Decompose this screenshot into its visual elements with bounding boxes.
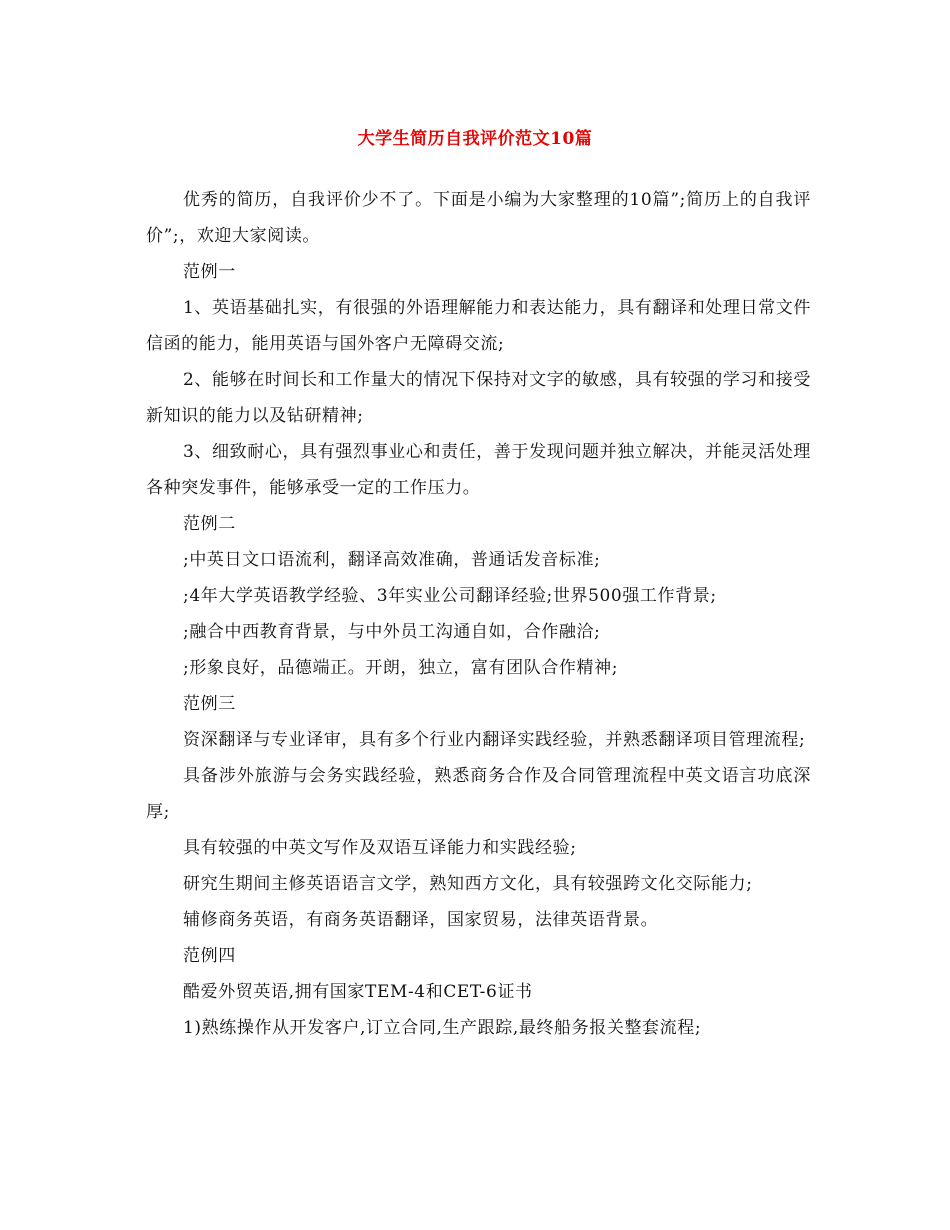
paragraph: 具有较强的中英文写作及双语互译能力和实践经验; [183,838,577,858]
paragraph: 酷爱外贸英语,拥有国家TEM-4和CET-6证书 [183,982,533,1002]
section-heading-example-2: 范例二 [183,514,236,534]
paragraph: 研究生期间主修英语语言文学，熟知西方文化，具有较强跨文化交际能力; [183,874,753,894]
section-heading-example-4: 范例四 [183,946,236,966]
document-body [146,182,811,1046]
paragraph: 具备涉外旅游与会务实践经验，熟悉商务合作及合同管理流程中英文语言功底深厚; [146,766,811,822]
paragraph: 1、英语基础扎实，有很强的外语理解能力和表达能力，具有翻译和处理日常文件信函的能力，能用英语与国外客户无障碍交流; [146,298,811,354]
paragraph: 3、细致耐心，具有强烈事业心和责任，善于发现问题并独立解决，并能灵活处理各种突发事件，能够承受一定的工作压力。 [146,442,811,498]
section-heading-example-1: 范例一 [183,262,236,282]
paragraph: ;中英日文口语流利，翻译高效准确，普通话发音标准; [183,550,601,570]
paragraph: 1)熟练操作从开发客户,订立合同,生产跟踪,最终船务报关整套流程; [183,1018,702,1038]
paragraph: ;形象良好，品德端正。开朗，独立，富有团队合作精神; [183,658,619,678]
paragraph: ;融合中西教育背景，与中外员工沟通自如，合作融洽; [183,622,601,642]
paragraph: ;4年大学英语教学经验、3年实业公司翻译经验;世界500强工作背景; [183,586,717,606]
paragraph: 资深翻译与专业译审，具有多个行业内翻译实践经验，并熟悉翻译项目管理流程; [183,730,806,750]
intro-paragraph: 优秀的简历，自我评价少不了。下面是小编为大家整理的10篇”;简历上的自我评价”;，欢迎大家阅读。 [146,190,811,246]
document-title: 大学生简历自我评价范文10篇 [357,129,593,149]
paragraph: 辅修商务英语，有商务英语翻译，国家贸易，法律英语背景。 [183,910,659,930]
paragraph: 2、能够在时间长和工作量大的情况下保持对文字的敏感，具有较强的学习和接受新知识的能力以及钻研精神; [146,370,811,426]
section-heading-example-3: 范例三 [183,694,236,714]
